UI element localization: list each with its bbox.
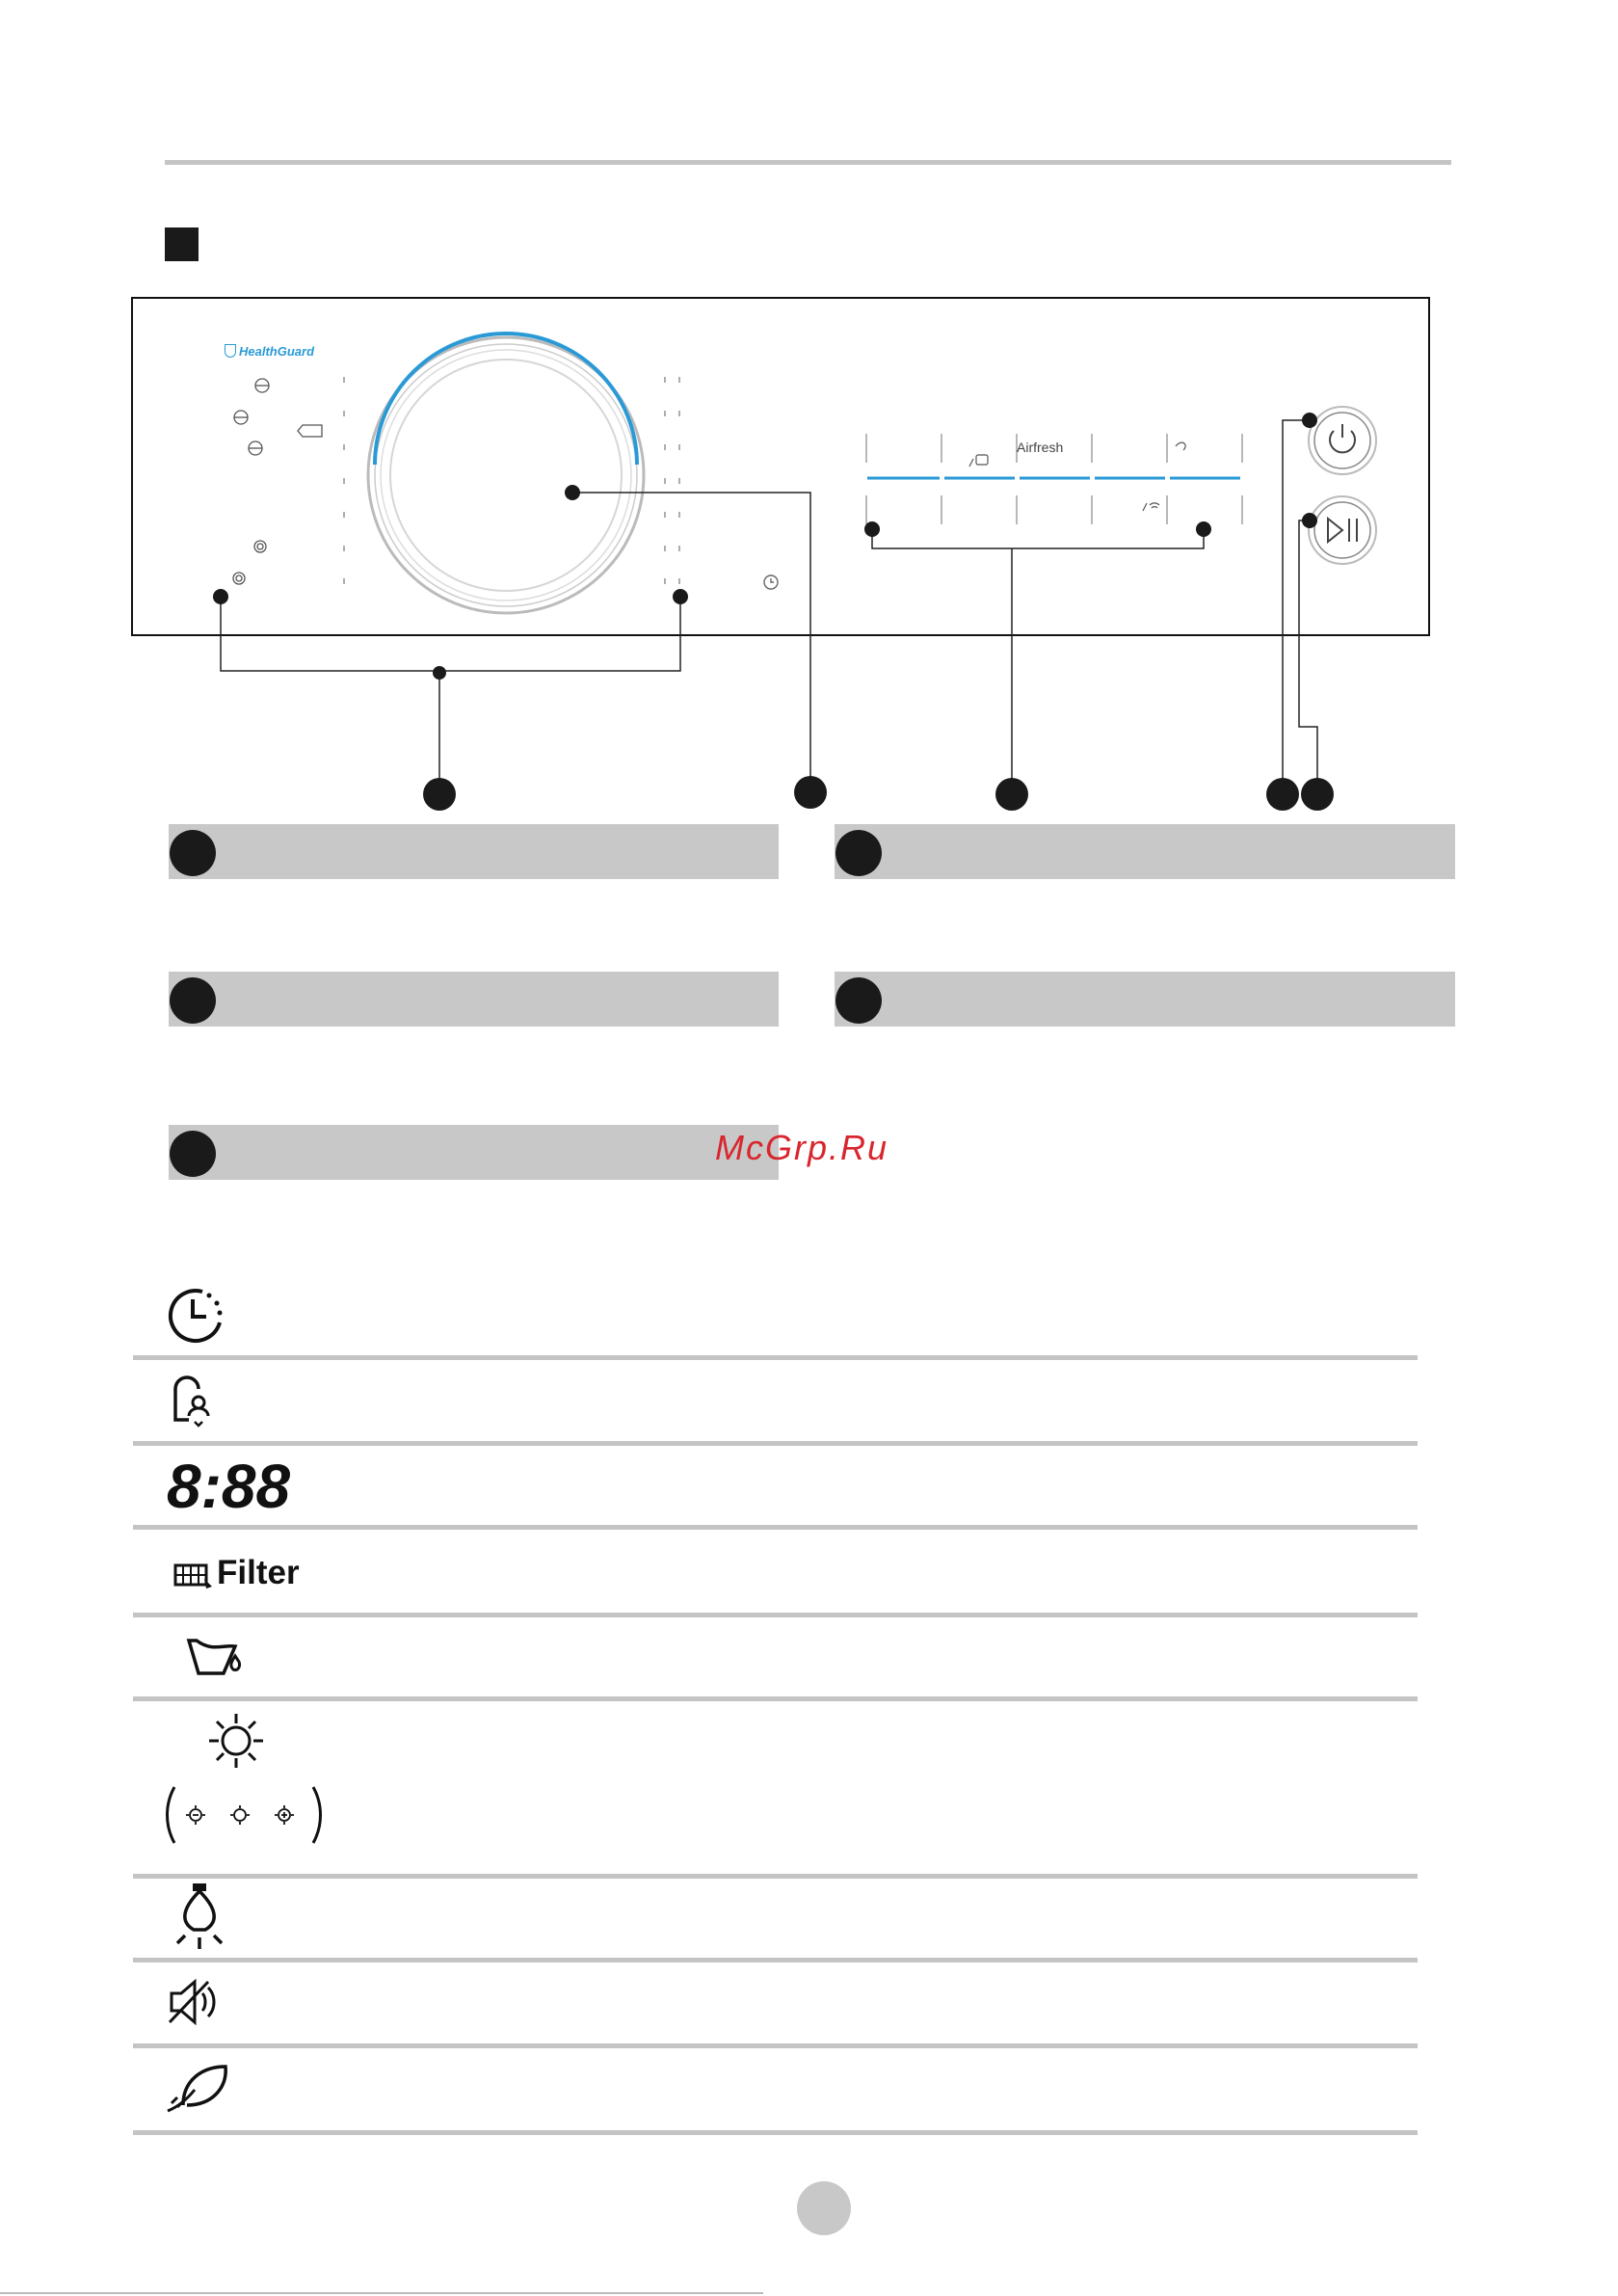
page-number-badge (797, 2181, 851, 2235)
callout-dots (213, 413, 1317, 680)
alarm-icon (764, 575, 778, 589)
lamp-icon (166, 1882, 233, 1953)
legend-divider (133, 1874, 1418, 1879)
start-pause-button[interactable] (1309, 496, 1376, 564)
section-badge-1 (170, 830, 216, 876)
callout-lines (221, 420, 1317, 794)
airfresh-key-label: Airfresh (1017, 440, 1064, 455)
svg-text:8:88: 8:88 (167, 1455, 291, 1515)
mute-icon (166, 1978, 229, 2026)
section-bar-4 (835, 972, 1455, 1027)
child-lock-icon (164, 1374, 225, 1429)
section-badge-4 (836, 977, 882, 1024)
section-bar-1 (169, 824, 779, 879)
airfresh-leaf-icon (164, 2063, 231, 2117)
legend-divider (133, 1958, 1418, 1962)
filter-label: Filter (217, 1554, 300, 1591)
dial-tick-marks (344, 377, 679, 584)
section-bar-2 (835, 824, 1455, 879)
legend-divider (133, 1613, 1418, 1617)
program-dial[interactable] (368, 334, 644, 613)
section-bar-5 (169, 1125, 779, 1180)
legend-divider (133, 1696, 1418, 1701)
display-digits-icon (167, 1455, 292, 1515)
program-icons-left (233, 379, 322, 584)
legend-divider (133, 1355, 1418, 1360)
section-badge-3 (170, 977, 216, 1024)
section-badge-2 (836, 830, 882, 876)
legend-divider (133, 2043, 1418, 2048)
power-button[interactable] (1309, 407, 1376, 474)
legend-divider (133, 1441, 1418, 1446)
section-badge-5 (170, 1131, 216, 1177)
legend-divider (133, 1525, 1418, 1530)
filter-grid-icon (172, 1560, 216, 1592)
brightness-icon (159, 1706, 323, 1851)
delay-timer-icon (164, 1284, 231, 1346)
healthguard-logo: HealthGuard (225, 344, 314, 359)
legend-divider (133, 2130, 1418, 2135)
watermark: McGrp.Ru (715, 1128, 889, 1167)
section-bar-3 (169, 972, 779, 1027)
callout-number-badges (423, 776, 1334, 811)
footer-rule (0, 2292, 763, 2294)
detergent-icon (179, 1633, 247, 1683)
